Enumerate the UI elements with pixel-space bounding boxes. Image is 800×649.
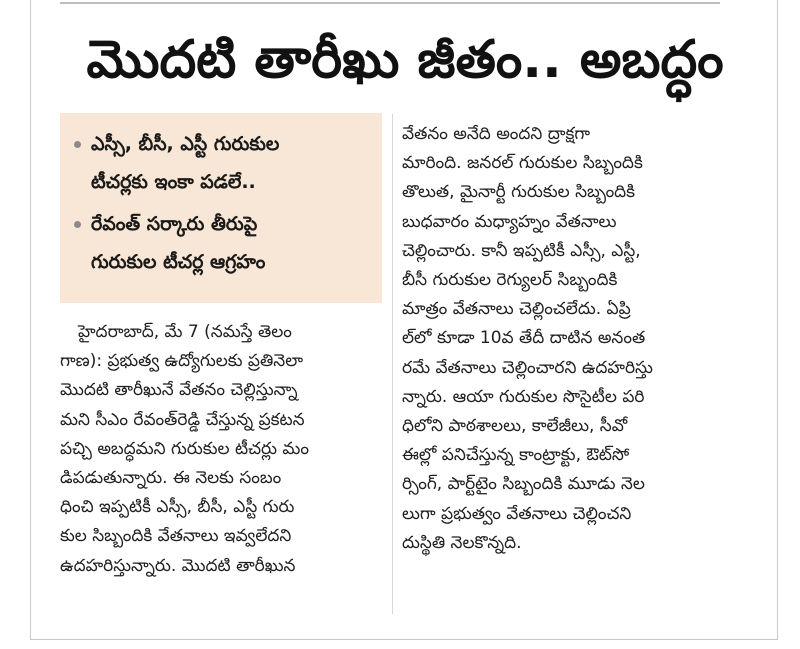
body-line: హైదరాబాద్, మే 7 (నమస్తే తెలం	[78, 322, 292, 342]
body-line: మాత్రం వేతనాలు చెల్లించలేదు. ఏప్రి	[402, 299, 631, 320]
highlight-2-line-1: రేవంత్ సర్కారు తీరుపై	[91, 213, 258, 235]
body-line: ఉదహరిస్తున్నారు. మొదటి తారీఖున	[60, 555, 296, 576]
highlight-1-line-2: టీచర్లకు ఇంకా పడలే..	[91, 171, 256, 193]
right-column	[402, 120, 752, 558]
highlight-bullet-1	[74, 125, 370, 201]
body-line: ర్సింగ్, పార్ట్‌టైం సిబ్బందికి మూడు నెల	[402, 474, 645, 495]
bullet-dot-icon	[74, 141, 81, 148]
body-line: కుల సిబ్బందికి వేతనాలు ఇవ్వలేదని	[60, 526, 292, 547]
body-line: బుధవారం మధ్యాహ్నం వేతనాలు	[402, 211, 617, 232]
highlight-2-line-2: గురుకుల టీచర్ల ఆగ్రహం	[91, 251, 266, 273]
bullet-dot-icon	[74, 221, 81, 228]
body-line: ధిలోని పాఠశాలలు, కాలేజీలు, సీవో	[402, 416, 628, 437]
highlight-1-line-1: ఎస్సీ, బీసీ, ఎస్టీ గురుకుల	[91, 133, 280, 155]
body-line: ఈల్లో పనిచేస్తున్న కాంట్రాక్టు, ఔట్‌సో	[402, 445, 630, 466]
highlight-bullet-2	[74, 205, 370, 281]
body-line: లుగా ప్రభుత్వం వేతనాలు చెల్లించని	[402, 503, 632, 524]
headline: మొదటి తారీఖు జీతం.. అబద్ధం	[86, 30, 724, 90]
body-line: న్నారు. ఆయా గురుకుల సొసైటీల పరి	[402, 386, 645, 407]
highlight-box	[60, 113, 382, 303]
body-line: వేతనం అనేది అందని ద్రాక్షగా	[402, 124, 590, 144]
body-line: ల్‌లో కూడా 10వ తేదీ దాటిన అనంత	[402, 328, 646, 349]
left-column	[60, 318, 382, 581]
column-divider	[392, 114, 393, 614]
body-line: మారింది. జనరల్ గురుకుల సిబ్బందికి	[402, 153, 643, 174]
body-line: రమే వేతనాలు చెల్లించారని ఉదహరిస్తు	[402, 357, 653, 378]
top-rule	[60, 2, 720, 4]
body-line: మొదటి తారీఖునే వేతనం చెల్లిస్తున్నా	[60, 380, 298, 401]
body-line: బీసీ గురుకుల రెగ్యులర్ సిబ్బందికి	[402, 270, 618, 291]
body-line: ధించి ఇప్పటికీ ఎస్సీ, బీసీ, ఎస్టీ గురు	[60, 497, 295, 518]
body-line: గాణ): ప్రభుత్వ ఉద్యోగులకు ప్రతినెలా	[60, 351, 304, 372]
body-line: డిపడుతున్నారు. ఈ నెలకు సంబం	[60, 468, 282, 489]
body-line: తొలుత, మైనార్టీ గురుకుల సిబ్బందికి	[402, 182, 636, 203]
body-line: మని సీఎం రేవంత్‌రెడ్డి చేస్తున్న ప్రకటన	[60, 409, 305, 430]
body-line: చెల్లించారు. కానీ ఇప్పటికీ ఎస్సీ, ఎస్టీ,	[402, 240, 641, 261]
body-line: దుస్థితి నెలకొన్నది.	[402, 532, 522, 553]
body-line: పచ్చి అబద్ధమని గురుకుల టీచర్లు మం	[60, 438, 309, 459]
